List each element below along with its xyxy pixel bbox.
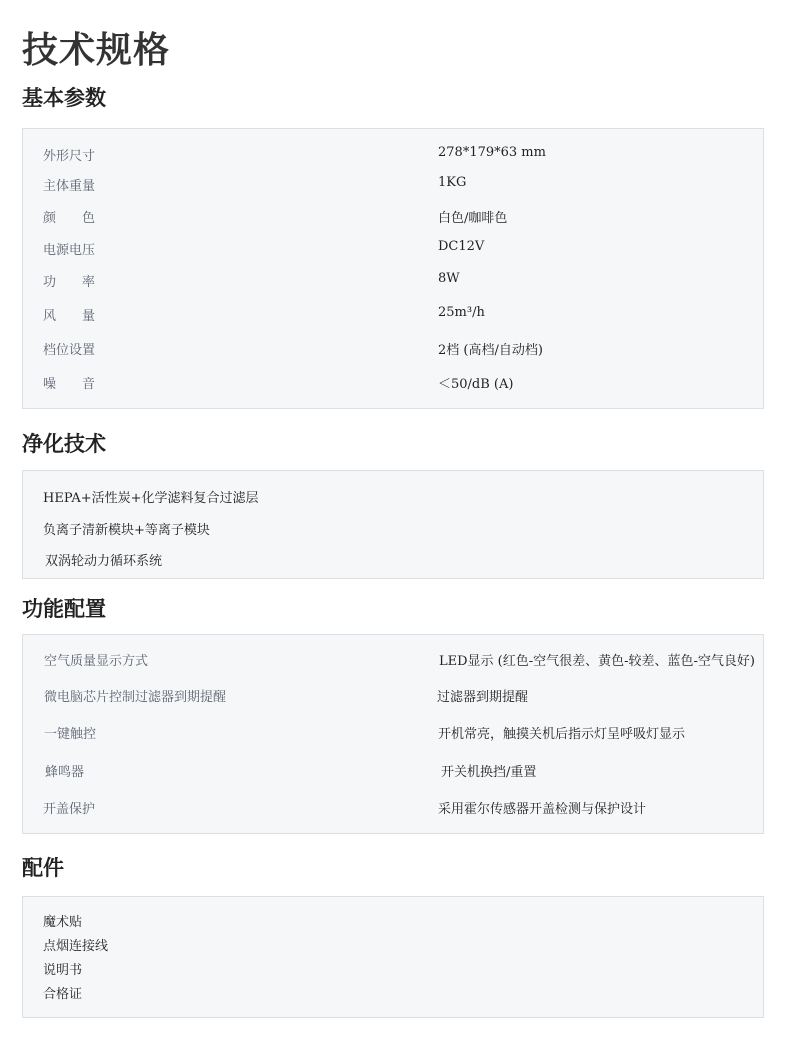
list-item: 说明书 bbox=[43, 963, 83, 978]
feature-label: 微电脑芯片控制过滤器到期提醒 bbox=[44, 690, 227, 705]
section-title-basic: 基本参数 bbox=[22, 86, 106, 110]
spec-label: 档位设置 bbox=[43, 343, 96, 358]
section-title-accessories: 配件 bbox=[22, 856, 64, 880]
list-item: 魔术贴 bbox=[43, 915, 83, 930]
spec-value: 8W bbox=[438, 271, 460, 286]
spec-label: 外形尺寸 bbox=[43, 149, 96, 164]
accessories-box bbox=[22, 896, 764, 1018]
feature-label: 蜂鸣器 bbox=[45, 765, 85, 780]
spec-label: 电源电压 bbox=[43, 243, 96, 258]
feature-value: LED显示 (红色-空气很差、黄色-较差、蓝色-空气良好) bbox=[439, 654, 755, 669]
feature-value: 开机常亮，触摸关机后指示灯呈呼吸灯显示 bbox=[438, 727, 686, 742]
list-item: 双涡轮动力循环系统 bbox=[45, 554, 163, 569]
spec-value: 25m³/h bbox=[438, 305, 485, 320]
spec-value: 2档 (高档/自动档) bbox=[438, 343, 543, 358]
spec-label: 功 率 bbox=[43, 275, 96, 290]
section-title-features: 功能配置 bbox=[22, 597, 106, 621]
spec-label: 颜 色 bbox=[43, 211, 96, 226]
spec-label: 噪 音 bbox=[43, 377, 96, 392]
basic-params-box bbox=[22, 128, 764, 409]
list-item: 合格证 bbox=[43, 987, 83, 1002]
spec-value: 278*179*63 mm bbox=[438, 145, 546, 160]
spec-value: 白色/咖啡色 bbox=[438, 211, 508, 226]
feature-value: 采用霍尔传感器开盖检测与保护设计 bbox=[438, 802, 647, 817]
spec-label: 风 量 bbox=[43, 309, 96, 324]
page-title: 技术规格 bbox=[22, 30, 171, 71]
spec-label: 主体重量 bbox=[43, 179, 96, 194]
list-item: 负离子清新模块+等离子模块 bbox=[43, 523, 210, 538]
list-item: HEPA+活性炭+化学滤料复合过滤层 bbox=[43, 491, 259, 506]
purify-box bbox=[22, 470, 764, 579]
feature-label: 空气质量显示方式 bbox=[44, 654, 149, 669]
feature-label: 一键触控 bbox=[44, 727, 97, 742]
feature-value: 开关机换挡/重置 bbox=[441, 765, 537, 780]
list-item: 点烟连接线 bbox=[43, 939, 109, 954]
spec-value: DC12V bbox=[438, 239, 485, 254]
features-box bbox=[22, 634, 764, 834]
section-title-purify: 净化技术 bbox=[22, 432, 106, 456]
spec-value: 1KG bbox=[438, 175, 467, 190]
feature-value: 过滤器到期提醒 bbox=[437, 690, 529, 705]
feature-label: 开盖保护 bbox=[43, 802, 96, 817]
spec-value: ＜50/dB (A) bbox=[438, 377, 514, 392]
